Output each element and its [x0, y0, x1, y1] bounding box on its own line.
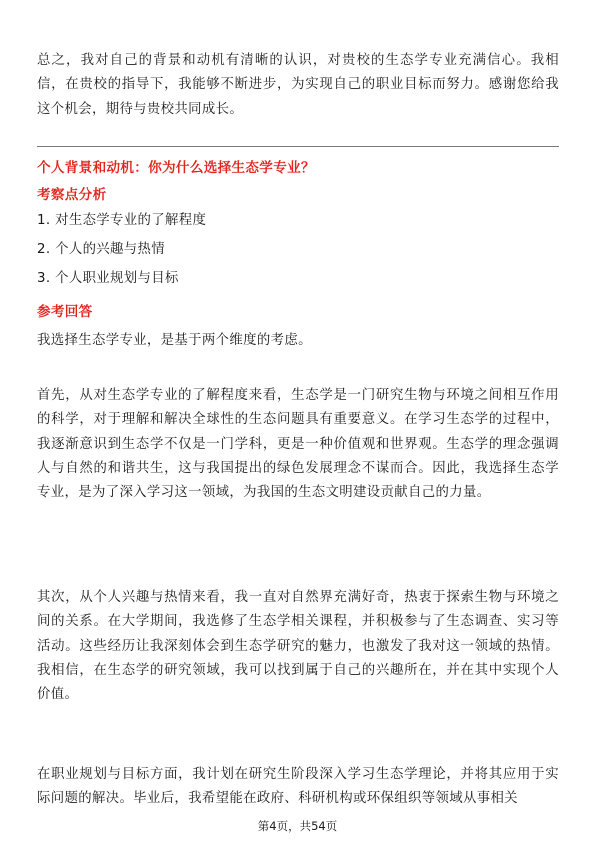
section-divider [37, 146, 559, 147]
answer-opening: 我选择生态学专业，是基于两个维度的考虑。 [37, 333, 312, 348]
analysis-item: 3. 个人职业规划与目标 [37, 271, 179, 286]
analysis-item: 2. 个人的兴趣与热情 [37, 242, 166, 257]
answer-paragraph-third: 在职业规划与目标方面，我计划在研究生阶段深入学习生态学理论，并将其应用于实际问题的解决。毕业后，我希望能在政府、科研机构或环保组织等领域从事相关 [37, 767, 559, 807]
analysis-heading: 考察点分析 [37, 187, 107, 203]
intro-paragraph: 总之，我对自己的背景和动机有清晰的认识，对贵校的生态学专业充满信心。我相信，在贵校的指导下，我能够不断进步，为实现自己的职业目标而努力。感谢您给我这个机会，期待与贵校共同成长。 [37, 53, 559, 117]
answer-paragraph-first: 首先，从对生态学专业的了解程度来看，生态学是一门研究生物与环境之间相互作用的科学，对于理解和解决全球性的生态问题具有重要意义。在学习生态学的过程中，我逐渐意识到生态学不仅是一门学科，更是一种价值观和世界观。生态学的理念强调人与自然的和谐共生，这与我国提出的绿色发展理念不谋而合。因此，我选择生态学专业，是为了深入学习这一领域，为我国的生态文明建设贡献自己的力量。 [37, 388, 559, 501]
answer-paragraph-second: 其次，从个人兴趣与热情来看，我一直对自然界充满好奇，热衷于探索生物与环境之间的关系。在大学期间，我选修了生态学相关课程，并积极参与了生态调查、实习等活动。这些经历让我深刻体会到生态学研究的魅力，也激发了我对这一领域的热情。我相信，在生态学的研究领域，我可以找到属于自己的兴趣所在，并在其中实现个人价值。 [37, 590, 559, 703]
page-number: 第4页，共54页 [257, 819, 338, 833]
answer-heading: 参考回答 [37, 304, 93, 320]
analysis-item: 1. 对生态学专业的了解程度 [37, 213, 207, 228]
question-title: 个人背景和动机：你为什么选择生态学专业？ [37, 160, 315, 176]
